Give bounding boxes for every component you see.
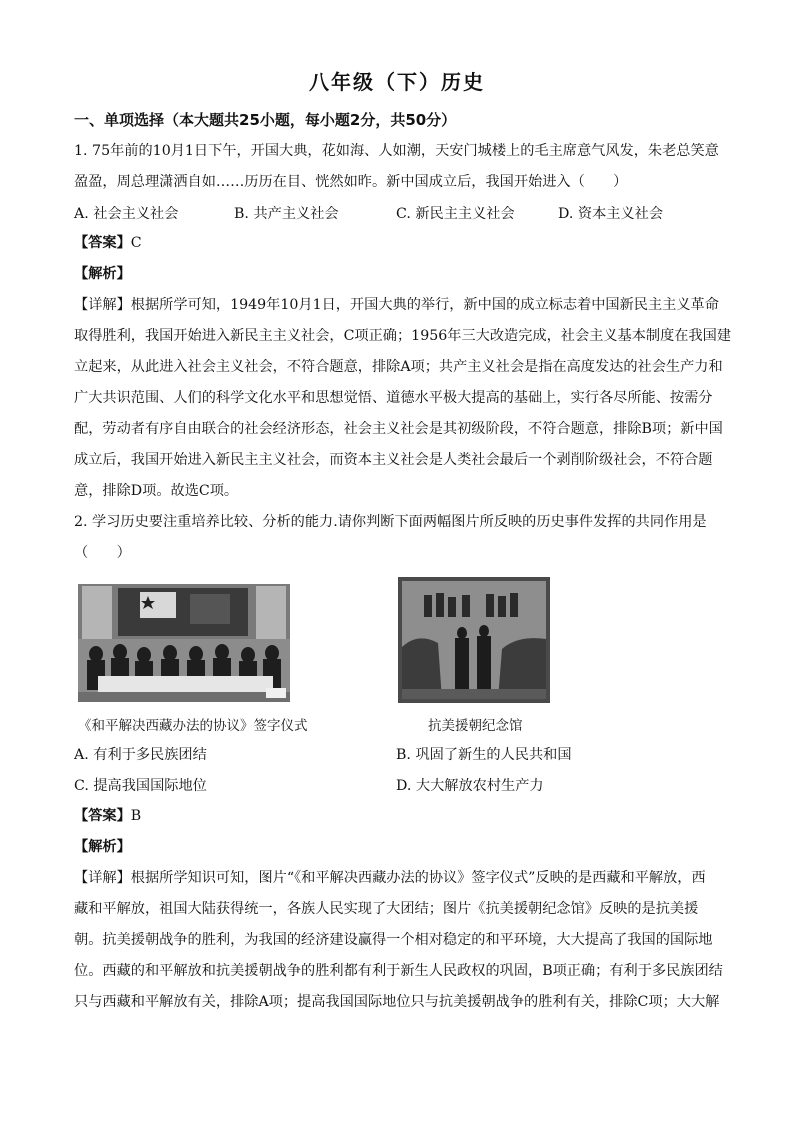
q2-detail-line-3: 朝。抗美援朝战争的胜利，为我国的经济建设赢得一个相对稳定的和平环境，大大提高了我国的国际地 <box>74 932 713 948</box>
q1-stem-line-1: 1. 75年前的10月1日下午，开国大典，花如海、人如潮，天安门城楼上的毛主席意气风发，朱老总笑意 <box>74 143 719 159</box>
q1-detail-line-2: 取得胜利，我国开始进入新民主主义社会，C项正确；1956年三大改造完成，社会主义基本制度在我国建 <box>74 328 732 344</box>
q1-detail-line-3: 立起来，从此进入社会主义社会，不符合题意，排除A项；共产主义社会是指在高度发达的社会生产力和 <box>74 359 723 375</box>
q2-detail-line-1: 【详解】根据所学知识可知，图片“《和平解决西藏办法的协议》签字仪式”反映的是西藏和平解放，西 <box>74 870 706 886</box>
q1-option-b: B. 共产主义社会 <box>234 206 339 222</box>
q2-option-b: B. 巩固了新生的人民共和国 <box>396 747 572 763</box>
q1-answer-value: C <box>130 235 142 251</box>
q1-detail-line-6: 成立后，我国开始进入新民主主义社会，而资本主义社会是人类社会最后一个剥削阶级社会，不符合题 <box>74 452 713 468</box>
image2-caption: 抗美援朝纪念馆 <box>428 718 523 734</box>
q2-stem-line-2: （ ） <box>74 545 131 561</box>
q1-analysis-label: 【解析】 <box>74 266 131 282</box>
q2-detail-line-4: 位。西藏的和平解放和抗美援朝战争的胜利都有利于新生人民政权的巩固，B项正确；有利于多民族团结 <box>74 963 723 979</box>
q1-option-d: D. 资本主义社会 <box>558 206 664 222</box>
q2-answer-label: 【答案】 <box>74 808 131 824</box>
q1-option-a: A. 社会主义社会 <box>74 206 179 222</box>
q1-stem-line-2: 盈盈，周总理潇洒自如……历历在目、恍然如昨。新中国成立后，我国开始进入（ ） <box>74 174 628 190</box>
memorial-hall-photo <box>398 577 550 703</box>
q1-detail-line-7: 意，排除D项。故选C项。 <box>74 483 239 499</box>
q1-answer-label: 【答案】 <box>74 235 131 251</box>
q1-option-c: C. 新民主主义社会 <box>396 206 515 222</box>
q2-option-a: A. 有利于多民族团结 <box>74 747 207 763</box>
signing-ceremony-photo <box>78 584 290 702</box>
q2-option-c: C. 提高我国国际地位 <box>74 778 207 794</box>
q1-answer <box>74 233 724 253</box>
q2-option-d: D. 大大解放农村生产力 <box>396 778 544 794</box>
q1-detail-line-5: 配，劳动者有序自由联合的社会经济形态，社会主义社会是其初级阶段，不符合题意，排除B项；新中国 <box>74 421 723 437</box>
q2-answer-value: B <box>130 808 142 824</box>
q2-analysis-label: 【解析】 <box>74 839 131 855</box>
q1-detail-line-1: 【详解】根据所学可知，1949年10月1日，开国大典的举行，新中国的成立标志着中国新民主主义革命 <box>74 297 719 313</box>
page-title: 八年级（下）历史 <box>309 70 485 94</box>
section-heading: 一、单项选择（本大题共25小题，每小题2分，共50分） <box>74 111 457 129</box>
q2-detail-line-5: 只与西藏和平解放有关，排除A项；提高我国国际地位只与抗美援朝战争的胜利有关，排除C项；大大解 <box>74 994 720 1010</box>
q2-detail-line-2: 藏和平解放，祖国大陆获得统一，各族人民实现了大团结；图片《抗美援朝纪念馆》反映的是抗美援 <box>74 901 699 917</box>
q2-answer <box>74 806 724 826</box>
q2-stem-line-1: 2. 学习历史要注重培养比较、分析的能力.请你判断下面两幅图片所反映的历史事件发挥的共同作用是 <box>74 514 707 530</box>
q1-detail-line-4: 广大共识范围、人们的科学文化水平和思想觉悟、道德水平极大提高的基础上，实行各尽所能、按需分 <box>74 390 713 406</box>
image1-caption: 《和平解决西藏办法的协议》签字仪式 <box>78 718 308 734</box>
